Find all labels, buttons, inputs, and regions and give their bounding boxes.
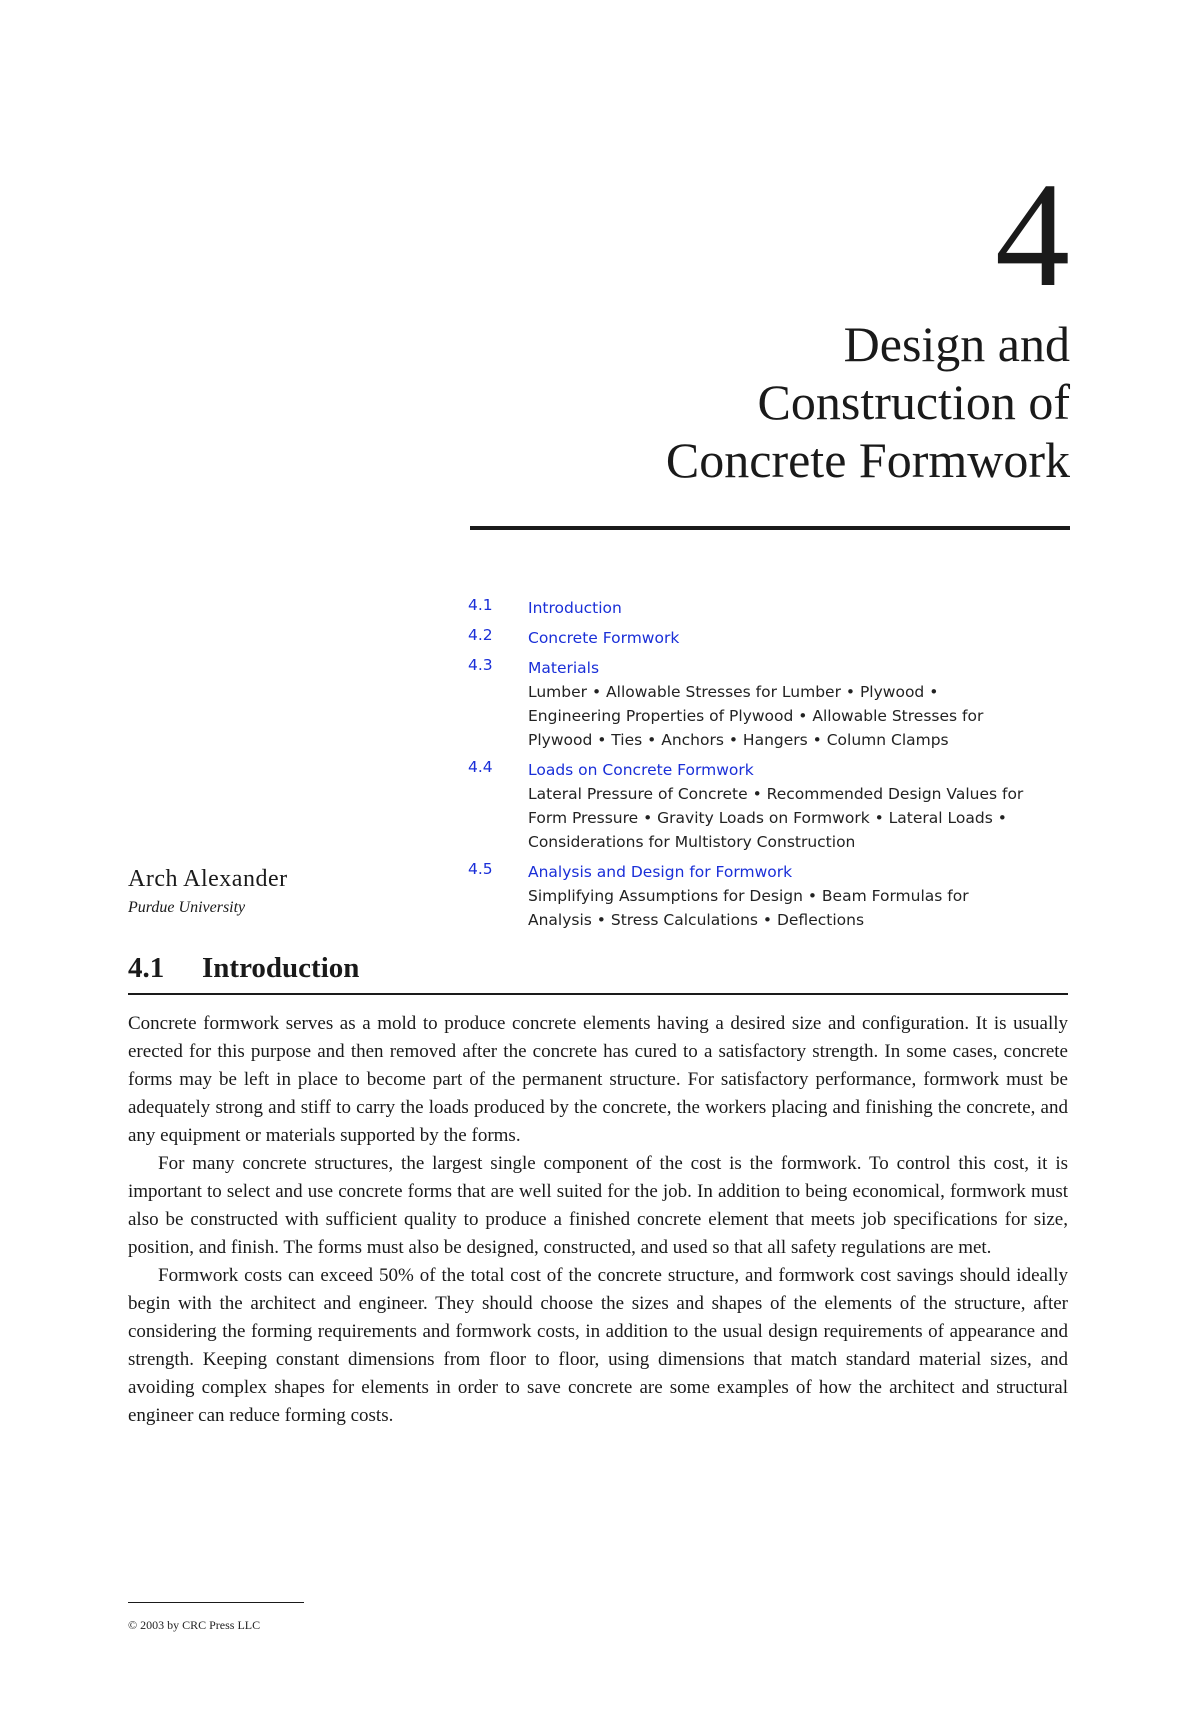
paragraph: Concrete formwork serves as a mold to produce concrete elements having a desired size and configuration. It is usually erected for this purpose and then removed after the concrete has cured to a satisfactory strength. In some cases, concrete forms may be left in place to become part of the permanent structure. For satisfactory performance, formwork must be adequately strong and stiff to carry the loads produced by the concrete, the workers placing and finishing the concrete, and any equipment or materials supported by the forms.	[128, 1013, 1068, 1146]
chapter-title-line: Design and	[843, 316, 1070, 372]
chapter-number: 4	[995, 152, 1070, 318]
toc-number: 4.3	[468, 656, 493, 674]
toc-subtopics-line: Lumber • Allowable Stresses for Lumber • Plywood •	[528, 683, 939, 701]
toc-link-materials[interactable]: Materials	[528, 659, 600, 677]
toc-entry	[468, 626, 1068, 650]
toc-subtopics-line: Lateral Pressure of Concrete • Recommended Design Values for	[528, 785, 1024, 803]
table-of-contents	[468, 596, 1068, 938]
toc-link-analysis-design[interactable]: Analysis and Design for Formwork	[528, 863, 793, 881]
toc-body	[528, 626, 1068, 650]
copyright-notice: © 2003 by CRC Press LLC	[128, 1618, 261, 1632]
chapter-title	[430, 315, 1070, 489]
paragraph: Formwork costs can exceed 50% of the total cost of the concrete structure, and formwork cost savings should ideally begin with the architect and engineer. They should choose the sizes and shapes of the elements of the structure, after considering the forming requirements and formwork costs, in addition to the usual design requirements of appearance and strength. Keeping constant dimensions from floor to floor, using dimensions that match standard material sizes, and avoiding complex shapes for elements in order to save concrete are some examples of how the architect and structural engineer can reduce forming costs.	[128, 1265, 1068, 1426]
toc-entry	[468, 656, 1068, 752]
toc-subtopics-line: Engineering Properties of Plywood • Allowable Stresses for	[528, 707, 984, 725]
toc-entry	[468, 758, 1068, 854]
toc-subtopics-line: Considerations for Multistory Construction	[528, 833, 856, 851]
toc-number: 4.2	[468, 626, 493, 644]
title-rule	[470, 526, 1070, 530]
toc-link-concrete-formwork[interactable]: Concrete Formwork	[528, 629, 680, 647]
footnote-rule	[128, 1602, 304, 1603]
toc-link-introduction[interactable]: Introduction	[528, 599, 622, 617]
toc-body	[528, 758, 1068, 854]
toc-body	[528, 596, 1068, 620]
toc-number: 4.1	[468, 596, 493, 614]
toc-body	[528, 656, 1068, 752]
toc-subtopics-line: Form Pressure • Gravity Loads on Formwork • Lateral Loads •	[528, 809, 1007, 827]
chapter-title-line: Construction of	[757, 374, 1070, 430]
toc-subtopics-line: Analysis • Stress Calculations • Deflections	[528, 911, 865, 929]
author-affiliation: Purdue University	[128, 899, 246, 916]
toc-subtopics-line: Plywood • Ties • Anchors • Hangers • Column Clamps	[528, 731, 949, 749]
toc-subtopics-line: Simplifying Assumptions for Design • Beam Formulas for	[528, 887, 969, 905]
section-number: 4.1	[128, 952, 165, 984]
toc-number: 4.5	[468, 860, 493, 878]
toc-entry	[468, 596, 1068, 620]
toc-link-loads[interactable]: Loads on Concrete Formwork	[528, 761, 754, 779]
chapter-title-line: Concrete Formwork	[665, 432, 1070, 488]
toc-body	[528, 860, 1068, 932]
section-heading	[128, 952, 1068, 995]
paragraph: For many concrete structures, the largest single component of the cost is the formwork. To control this cost, it is important to select and use concrete forms that are well suited for the job. In addition to being economical, formwork must also be constructed with sufficient quality to produce a finished concrete element that meets job specifications for size, position, and finish. The forms must also be designed, constructed, and used so that all safety regulations are met.	[128, 1153, 1068, 1258]
author-name: Arch Alexander	[128, 866, 288, 892]
section-title: Introduction	[202, 952, 360, 984]
body-text	[128, 1010, 1068, 1430]
toc-number: 4.4	[468, 758, 493, 776]
toc-entry	[468, 860, 1068, 932]
